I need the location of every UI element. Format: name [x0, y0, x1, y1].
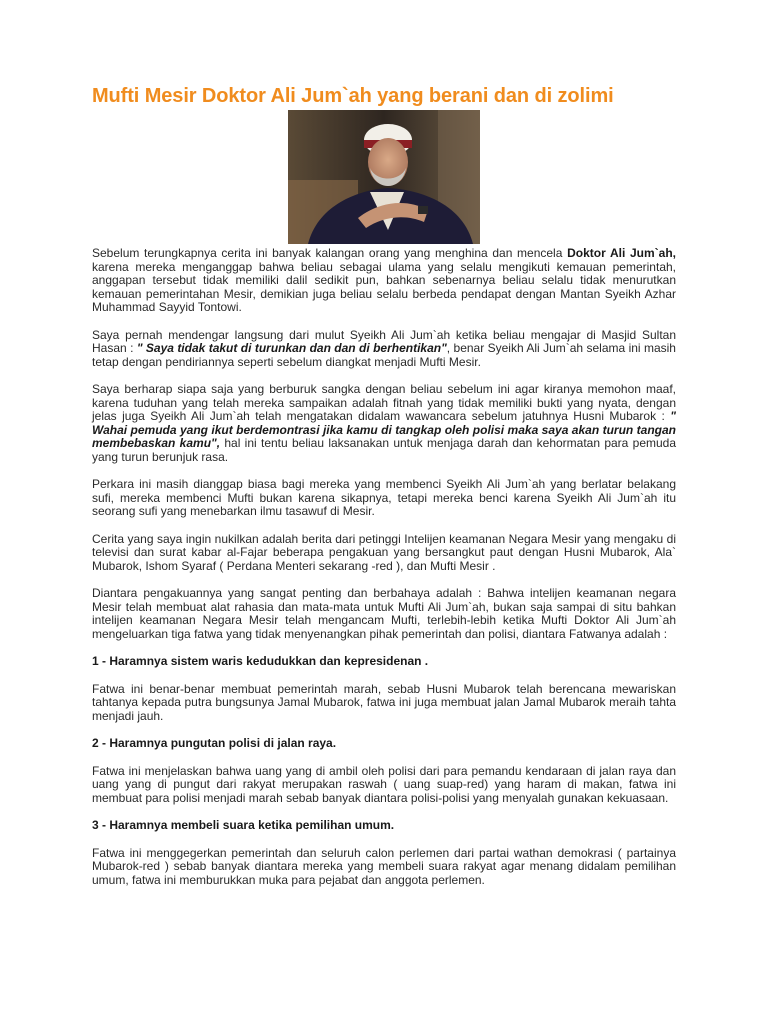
text-span: karena mereka menganggap bahwa beliau sebagai ulama yang selalu mengikuti kemauan pemerintah, anggapan tersebut tidak memiliki dalil sedikit pun, bahkan sebenarnya beliau selalu tidak menurutkan kemauan pemerintahan Mesir, demikian juga beliau selalu berbeda pendapat dengan Mantan Syeikh Azhar Muhammad Sayyid Tontowi. [92, 259, 676, 314]
quote-text: " Wahai pemuda yang ikut berdemontrasi jika kamu di tangkap oleh polisi maka saya akan turun tangan membebaskan kamu", [92, 409, 676, 450]
text-span: , benar Syeikh Ali Jum`ah selama ini masih tetap dengan pendiriannya seperti sebelum diangkat menjadi Mufti Mesir. [92, 341, 676, 369]
paragraph-5: Cerita yang saya ingin nukilkan adalah berita dari petinggi Intelijen keamanan Negara Mesir yang mengaku di televisi dan surat kabar al-Fajar beberapa pengakuan yang bersangkut paut dengan Husni Mubarok, Ala` Mubarok, Ishom Syaraf ( Perdana Menteri sekarang -red ), dan Mufti Mesir . [92, 531, 676, 573]
paragraph-8: Fatwa ini menjelaskan bahwa uang yang di ambil oleh polisi dari para pemandu kendaraan di jalan raya dan uang yang di pungut dari rakyat merupakan raswah ( uang suap-red) yang haram di makan, fatwa ini membuat para polisi menjadi marah sebab banyak diantara polisi-polisi yang menyalah gunakan kekuasaan. [92, 763, 676, 805]
paragraph-3 [92, 383, 676, 464]
heading-text: 1 - Haramnya sistem waris kedudukkan dan kepresidenan . [92, 654, 429, 668]
paragraph-1 [92, 247, 676, 315]
portrait-illustration [288, 110, 480, 244]
fatwa-heading-3 [92, 819, 676, 833]
portrait-photo [288, 110, 480, 244]
quote-text: " Saya tidak takut di turunkan dan dan di berhentikan" [136, 341, 447, 355]
paragraph-9: Fatwa ini menggegerkan pemerintah dan seluruh calon perlemen dari partai wathan demokrasi ( partainya Mubarok-red ) sebab banyak diantara mereka yang membeli suara rakyat agar menang didalam pemilihan umum, fatwa ini memburukkan muka para pejabat dan anggota perlemen. [92, 845, 676, 887]
paragraph-6: Diantara pengakuannya yang sangat penting dan berbahaya adalah : Bahwa intelijen keamanan negara Mesir telah membuat alat rahasia dan mata-mata untuk Mufti Ali Jum`ah, bukan saja sampai di situ bahkan intelijen keamanan Negara Mesir telah mengancam Mufti, terlebih-lebih ketika Mufti Doktor Ali Jum`ah mengeluarkan tiga fatwa yang tidak menyenangkan pihak pemerintah dan polisi, diantara Fatwanya adalah : [92, 586, 676, 641]
paragraph-2 [92, 329, 676, 370]
fatwa-heading-1 [92, 655, 676, 669]
paragraph-7: Fatwa ini benar-benar membuat pemerintah marah, sebab Husni Mubarok telah berencana mewariskan tahtanya kepada putra bungsunya Jamal Mubarok, fatwa ini juga membuat jalan Jamal Mubarok meraih tahta menjadi jauh. [92, 681, 676, 723]
text-span: hal ini tentu beliau laksanakan untuk menjaga darah dan kehormatan para pemuda yang turun berunjuk rasa. [92, 436, 677, 464]
article-body [92, 247, 676, 901]
heading-text: 3 - Haramnya membeli suara ketika pemilihan umum. [92, 818, 395, 832]
text-span: Saya berharap siapa saja yang berburuk sangka dengan beliau sebelum ini agar kiranya memohon maaf, karena tuduhan yang telah mereka sampaikan adalah fitnah yang tidak memiliki bukti yang nyata, dengan jelas juga Syeikh Ali Jum`ah telah mengatakan didalam wawancara sebelum jatuhnya Husni Mubarok : [92, 382, 676, 423]
heading-text: 2 - Haramnya pungutan polisi di jalan raya. [92, 736, 337, 750]
fatwa-heading-2 [92, 737, 676, 751]
article-title: Mufti Mesir Doktor Ali Jum`ah yang berani dan di zolimi [92, 85, 614, 107]
text-span: Saya pernah mendengar langsung dari mulut Syeikh Ali Jum`ah ketika beliau mengajar di Masjid Sultan Hasan : [92, 327, 676, 355]
paragraph-4: Perkara ini masih dianggap biasa bagi mereka yang membenci Syeikh Ali Jum`ah yang berlatar belakang sufi, mereka membenci Mufti bukan karena sikapnya, tetapi mereka benci karena Syeikh Ali Jum`ah itu seorang sufi yang menebarkan ilmu tasawuf di Mesir. [92, 477, 676, 518]
text-span: Sebelum terungkapnya cerita ini banyak kalangan orang yang menghina dan mencela [92, 246, 568, 260]
article [92, 84, 677, 887]
bold-name: Doktor Ali Jum`ah, [567, 246, 676, 260]
